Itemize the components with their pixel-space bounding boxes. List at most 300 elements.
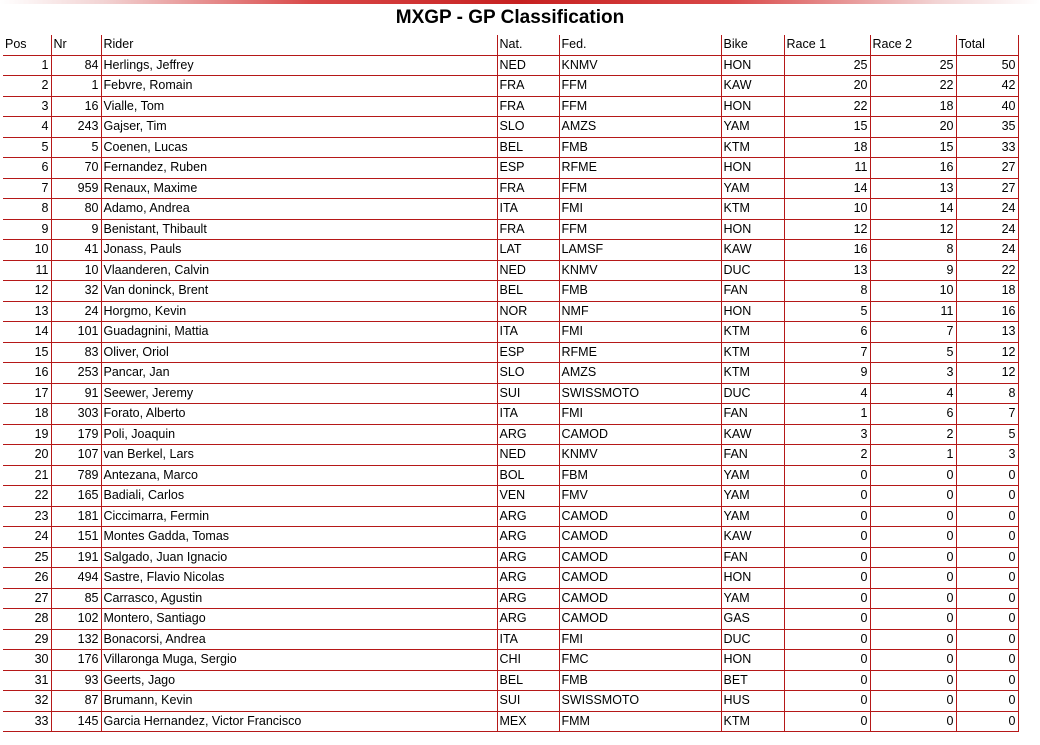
cell-fed: FMV <box>559 486 721 507</box>
page-title: MXGP - GP Classification <box>395 7 625 28</box>
cell-rider: Horgmo, Kevin <box>101 301 497 322</box>
cell-nr: 93 <box>51 670 101 691</box>
cell-race2: 5 <box>870 342 956 363</box>
cell-bike: HON <box>721 568 784 589</box>
cell-total: 0 <box>956 609 1018 630</box>
cell-nr: 165 <box>51 486 101 507</box>
cell-pos: 1 <box>3 55 51 76</box>
cell-nr: 789 <box>51 465 101 486</box>
column-header-fed: Fed. <box>559 35 721 55</box>
cell-pos: 21 <box>3 465 51 486</box>
table-row <box>3 240 1018 261</box>
cell-nat: BEL <box>497 281 559 302</box>
cell-race1: 0 <box>784 691 870 712</box>
cell-pos: 14 <box>3 322 51 343</box>
cell-race1: 20 <box>784 76 870 97</box>
cell-nat: NED <box>497 445 559 466</box>
cell-race2: 0 <box>870 547 956 568</box>
cell-race2: 16 <box>870 158 956 179</box>
cell-pos: 3 <box>3 96 51 117</box>
cell-race2: 0 <box>870 465 956 486</box>
cell-rider: Adamo, Andrea <box>101 199 497 220</box>
cell-rider: Villaronga Muga, Sergio <box>101 650 497 671</box>
cell-rider: Garcia Hernandez, Victor Francisco <box>101 711 497 732</box>
table-row <box>3 609 1018 630</box>
table-row <box>3 281 1018 302</box>
cell-race1: 6 <box>784 322 870 343</box>
cell-pos: 18 <box>3 404 51 425</box>
cell-total: 0 <box>956 691 1018 712</box>
cell-race1: 3 <box>784 424 870 445</box>
cell-nr: 179 <box>51 424 101 445</box>
cell-rider: Geerts, Jago <box>101 670 497 691</box>
cell-bike: KTM <box>721 711 784 732</box>
cell-race2: 0 <box>870 629 956 650</box>
cell-pos: 20 <box>3 445 51 466</box>
cell-nat: VEN <box>497 486 559 507</box>
cell-pos: 19 <box>3 424 51 445</box>
cell-race1: 15 <box>784 117 870 138</box>
header-accent-bar <box>0 0 1040 4</box>
cell-rider: Renaux, Maxime <box>101 178 497 199</box>
cell-nr: 243 <box>51 117 101 138</box>
cell-pos: 28 <box>3 609 51 630</box>
classification-table <box>3 35 1019 732</box>
cell-nr: 91 <box>51 383 101 404</box>
column-header-nat: Nat. <box>497 35 559 55</box>
cell-race1: 14 <box>784 178 870 199</box>
table-row <box>3 137 1018 158</box>
cell-bike: DUC <box>721 629 784 650</box>
cell-fed: CAMOD <box>559 527 721 548</box>
table-row <box>3 342 1018 363</box>
cell-rider: Antezana, Marco <box>101 465 497 486</box>
cell-race2: 4 <box>870 383 956 404</box>
cell-total: 0 <box>956 588 1018 609</box>
cell-nat: SLO <box>497 117 559 138</box>
cell-nr: 101 <box>51 322 101 343</box>
cell-bike: YAM <box>721 588 784 609</box>
cell-race1: 13 <box>784 260 870 281</box>
cell-pos: 9 <box>3 219 51 240</box>
cell-pos: 24 <box>3 527 51 548</box>
cell-fed: FMI <box>559 629 721 650</box>
cell-nr: 16 <box>51 96 101 117</box>
cell-nr: 145 <box>51 711 101 732</box>
table-row <box>3 486 1018 507</box>
table-row <box>3 301 1018 322</box>
cell-race2: 11 <box>870 301 956 322</box>
cell-race1: 0 <box>784 650 870 671</box>
cell-pos: 30 <box>3 650 51 671</box>
cell-fed: FMM <box>559 711 721 732</box>
cell-nat: ITA <box>497 629 559 650</box>
table-row <box>3 588 1018 609</box>
cell-nat: CHI <box>497 650 559 671</box>
cell-pos: 10 <box>3 240 51 261</box>
cell-fed: RFME <box>559 342 721 363</box>
cell-rider: Carrasco, Agustin <box>101 588 497 609</box>
cell-bike: HON <box>721 158 784 179</box>
cell-nr: 303 <box>51 404 101 425</box>
cell-race1: 9 <box>784 363 870 384</box>
cell-nr: 1 <box>51 76 101 97</box>
cell-race1: 0 <box>784 465 870 486</box>
cell-nat: ITA <box>497 199 559 220</box>
cell-race1: 0 <box>784 486 870 507</box>
cell-nat: FRA <box>497 76 559 97</box>
cell-nat: SUI <box>497 691 559 712</box>
cell-nr: 191 <box>51 547 101 568</box>
cell-bike: YAM <box>721 486 784 507</box>
column-header-total: Total <box>956 35 1018 55</box>
cell-race2: 0 <box>870 527 956 548</box>
cell-nat: ESP <box>497 158 559 179</box>
cell-bike: KTM <box>721 342 784 363</box>
cell-total: 12 <box>956 342 1018 363</box>
cell-race2: 7 <box>870 322 956 343</box>
cell-fed: CAMOD <box>559 609 721 630</box>
cell-bike: HON <box>721 301 784 322</box>
cell-nat: ARG <box>497 568 559 589</box>
cell-race2: 0 <box>870 609 956 630</box>
cell-rider: Vialle, Tom <box>101 96 497 117</box>
cell-total: 8 <box>956 383 1018 404</box>
cell-bike: KTM <box>721 322 784 343</box>
cell-fed: CAMOD <box>559 568 721 589</box>
table-row <box>3 424 1018 445</box>
cell-rider: Montes Gadda, Tomas <box>101 527 497 548</box>
cell-total: 0 <box>956 650 1018 671</box>
cell-race1: 0 <box>784 711 870 732</box>
cell-rider: Herlings, Jeffrey <box>101 55 497 76</box>
cell-nr: 32 <box>51 281 101 302</box>
cell-race1: 2 <box>784 445 870 466</box>
cell-total: 7 <box>956 404 1018 425</box>
cell-total: 18 <box>956 281 1018 302</box>
cell-race2: 2 <box>870 424 956 445</box>
cell-rider: Badiali, Carlos <box>101 486 497 507</box>
cell-fed: SWISSMOTO <box>559 383 721 404</box>
cell-pos: 13 <box>3 301 51 322</box>
cell-race2: 20 <box>870 117 956 138</box>
table-row <box>3 527 1018 548</box>
cell-pos: 2 <box>3 76 51 97</box>
cell-fed: FMI <box>559 322 721 343</box>
cell-nat: ARG <box>497 424 559 445</box>
cell-race1: 0 <box>784 588 870 609</box>
table-row <box>3 55 1018 76</box>
cell-nat: LAT <box>497 240 559 261</box>
cell-nr: 107 <box>51 445 101 466</box>
cell-bike: DUC <box>721 260 784 281</box>
cell-race2: 8 <box>870 240 956 261</box>
cell-pos: 8 <box>3 199 51 220</box>
cell-race1: 22 <box>784 96 870 117</box>
cell-total: 27 <box>956 158 1018 179</box>
cell-nat: ITA <box>497 322 559 343</box>
cell-nat: MEX <box>497 711 559 732</box>
table-row <box>3 219 1018 240</box>
cell-fed: CAMOD <box>559 424 721 445</box>
cell-nr: 41 <box>51 240 101 261</box>
table-row <box>3 178 1018 199</box>
table-row <box>3 568 1018 589</box>
cell-bike: KTM <box>721 137 784 158</box>
cell-race2: 0 <box>870 691 956 712</box>
table-row <box>3 445 1018 466</box>
cell-race2: 22 <box>870 76 956 97</box>
cell-total: 27 <box>956 178 1018 199</box>
cell-fed: AMZS <box>559 363 721 384</box>
table-row <box>3 260 1018 281</box>
cell-rider: Van doninck, Brent <box>101 281 497 302</box>
cell-pos: 29 <box>3 629 51 650</box>
cell-rider: Bonacorsi, Andrea <box>101 629 497 650</box>
cell-bike: HON <box>721 55 784 76</box>
cell-fed: FBM <box>559 465 721 486</box>
cell-fed: CAMOD <box>559 547 721 568</box>
table-row <box>3 322 1018 343</box>
cell-nr: 176 <box>51 650 101 671</box>
cell-pos: 6 <box>3 158 51 179</box>
table-row <box>3 547 1018 568</box>
cell-total: 0 <box>956 568 1018 589</box>
column-header-pos: Pos <box>3 35 51 55</box>
cell-race2: 25 <box>870 55 956 76</box>
cell-race2: 6 <box>870 404 956 425</box>
cell-race2: 0 <box>870 588 956 609</box>
cell-fed: FFM <box>559 76 721 97</box>
cell-race1: 11 <box>784 158 870 179</box>
cell-bike: KAW <box>721 240 784 261</box>
cell-nr: 132 <box>51 629 101 650</box>
cell-rider: Jonass, Pauls <box>101 240 497 261</box>
cell-race1: 0 <box>784 609 870 630</box>
cell-total: 13 <box>956 322 1018 343</box>
cell-race2: 0 <box>870 711 956 732</box>
table-row <box>3 465 1018 486</box>
column-header-race2: Race 2 <box>870 35 956 55</box>
cell-fed: KNMV <box>559 260 721 281</box>
cell-total: 24 <box>956 240 1018 261</box>
cell-race2: 0 <box>870 568 956 589</box>
cell-race1: 18 <box>784 137 870 158</box>
cell-rider: Poli, Joaquin <box>101 424 497 445</box>
cell-pos: 15 <box>3 342 51 363</box>
cell-nr: 151 <box>51 527 101 548</box>
cell-pos: 16 <box>3 363 51 384</box>
cell-nat: ARG <box>497 506 559 527</box>
cell-nr: 102 <box>51 609 101 630</box>
cell-total: 0 <box>956 506 1018 527</box>
cell-bike: HON <box>721 650 784 671</box>
cell-nat: ARG <box>497 609 559 630</box>
cell-fed: FMB <box>559 281 721 302</box>
cell-race2: 15 <box>870 137 956 158</box>
cell-pos: 32 <box>3 691 51 712</box>
cell-total: 16 <box>956 301 1018 322</box>
cell-total: 22 <box>956 260 1018 281</box>
cell-nr: 5 <box>51 137 101 158</box>
cell-race1: 1 <box>784 404 870 425</box>
cell-rider: Benistant, Thibault <box>101 219 497 240</box>
cell-total: 0 <box>956 465 1018 486</box>
cell-nat: FRA <box>497 178 559 199</box>
cell-total: 0 <box>956 711 1018 732</box>
cell-nat: NED <box>497 260 559 281</box>
cell-race1: 0 <box>784 527 870 548</box>
cell-nr: 83 <box>51 342 101 363</box>
cell-nr: 9 <box>51 219 101 240</box>
cell-rider: Fernandez, Ruben <box>101 158 497 179</box>
column-header-rider: Rider <box>101 35 497 55</box>
cell-race1: 0 <box>784 629 870 650</box>
cell-nat: FRA <box>497 96 559 117</box>
cell-race2: 10 <box>870 281 956 302</box>
cell-fed: CAMOD <box>559 588 721 609</box>
cell-fed: FMI <box>559 199 721 220</box>
cell-nr: 253 <box>51 363 101 384</box>
cell-race2: 14 <box>870 199 956 220</box>
cell-race2: 0 <box>870 486 956 507</box>
table-row <box>3 96 1018 117</box>
cell-nat: ARG <box>497 547 559 568</box>
cell-fed: FMI <box>559 404 721 425</box>
cell-bike: DUC <box>721 383 784 404</box>
cell-pos: 22 <box>3 486 51 507</box>
table-row <box>3 650 1018 671</box>
cell-bike: HON <box>721 219 784 240</box>
cell-fed: FMC <box>559 650 721 671</box>
cell-total: 5 <box>956 424 1018 445</box>
cell-rider: Vlaanderen, Calvin <box>101 260 497 281</box>
cell-race1: 12 <box>784 219 870 240</box>
table-row <box>3 117 1018 138</box>
cell-nat: BEL <box>497 137 559 158</box>
cell-bike: KAW <box>721 76 784 97</box>
cell-race1: 0 <box>784 547 870 568</box>
cell-race1: 16 <box>784 240 870 261</box>
table-row <box>3 76 1018 97</box>
cell-total: 35 <box>956 117 1018 138</box>
cell-bike: BET <box>721 670 784 691</box>
table-row <box>3 629 1018 650</box>
cell-bike: YAM <box>721 117 784 138</box>
table-row <box>3 670 1018 691</box>
cell-race2: 3 <box>870 363 956 384</box>
table-row <box>3 506 1018 527</box>
cell-rider: van Berkel, Lars <box>101 445 497 466</box>
cell-total: 0 <box>956 670 1018 691</box>
cell-rider: Oliver, Oriol <box>101 342 497 363</box>
cell-nr: 80 <box>51 199 101 220</box>
cell-bike: YAM <box>721 506 784 527</box>
cell-race1: 5 <box>784 301 870 322</box>
cell-nr: 959 <box>51 178 101 199</box>
cell-fed: AMZS <box>559 117 721 138</box>
cell-race1: 0 <box>784 506 870 527</box>
cell-rider: Coenen, Lucas <box>101 137 497 158</box>
cell-race1: 10 <box>784 199 870 220</box>
cell-bike: FAN <box>721 547 784 568</box>
column-header-race1: Race 1 <box>784 35 870 55</box>
cell-pos: 11 <box>3 260 51 281</box>
table-row <box>3 691 1018 712</box>
cell-bike: YAM <box>721 465 784 486</box>
cell-pos: 4 <box>3 117 51 138</box>
cell-bike: KAW <box>721 424 784 445</box>
cell-nat: ESP <box>497 342 559 363</box>
cell-total: 12 <box>956 363 1018 384</box>
cell-nr: 494 <box>51 568 101 589</box>
cell-bike: HON <box>721 96 784 117</box>
cell-nat: NED <box>497 55 559 76</box>
cell-bike: FAN <box>721 404 784 425</box>
cell-nat: NOR <box>497 301 559 322</box>
cell-rider: Sastre, Flavio Nicolas <box>101 568 497 589</box>
cell-nr: 181 <box>51 506 101 527</box>
cell-nr: 87 <box>51 691 101 712</box>
cell-pos: 5 <box>3 137 51 158</box>
cell-pos: 33 <box>3 711 51 732</box>
cell-fed: FFM <box>559 178 721 199</box>
cell-pos: 26 <box>3 568 51 589</box>
cell-fed: FFM <box>559 219 721 240</box>
cell-bike: KTM <box>721 199 784 220</box>
cell-bike: HUS <box>721 691 784 712</box>
cell-total: 33 <box>956 137 1018 158</box>
table-row <box>3 199 1018 220</box>
cell-nr: 10 <box>51 260 101 281</box>
cell-rider: Gajser, Tim <box>101 117 497 138</box>
cell-race2: 18 <box>870 96 956 117</box>
column-header-bike: Bike <box>721 35 784 55</box>
cell-race2: 9 <box>870 260 956 281</box>
cell-fed: FFM <box>559 96 721 117</box>
cell-rider: Seewer, Jeremy <box>101 383 497 404</box>
table-row <box>3 158 1018 179</box>
cell-total: 0 <box>956 629 1018 650</box>
cell-pos: 17 <box>3 383 51 404</box>
cell-rider: Forato, Alberto <box>101 404 497 425</box>
cell-fed: LAMSF <box>559 240 721 261</box>
cell-rider: Brumann, Kevin <box>101 691 497 712</box>
cell-bike: FAN <box>721 445 784 466</box>
cell-total: 0 <box>956 527 1018 548</box>
cell-nat: SUI <box>497 383 559 404</box>
cell-race1: 25 <box>784 55 870 76</box>
cell-pos: 12 <box>3 281 51 302</box>
cell-bike: YAM <box>721 178 784 199</box>
cell-nr: 85 <box>51 588 101 609</box>
cell-nat: ARG <box>497 588 559 609</box>
cell-pos: 7 <box>3 178 51 199</box>
cell-rider: Salgado, Juan Ignacio <box>101 547 497 568</box>
cell-nat: ITA <box>497 404 559 425</box>
cell-total: 50 <box>956 55 1018 76</box>
cell-fed: FMB <box>559 670 721 691</box>
cell-fed: CAMOD <box>559 506 721 527</box>
cell-total: 24 <box>956 219 1018 240</box>
cell-total: 0 <box>956 486 1018 507</box>
cell-race2: 0 <box>870 670 956 691</box>
cell-total: 3 <box>956 445 1018 466</box>
cell-race2: 12 <box>870 219 956 240</box>
cell-race2: 13 <box>870 178 956 199</box>
cell-fed: SWISSMOTO <box>559 691 721 712</box>
cell-nr: 24 <box>51 301 101 322</box>
